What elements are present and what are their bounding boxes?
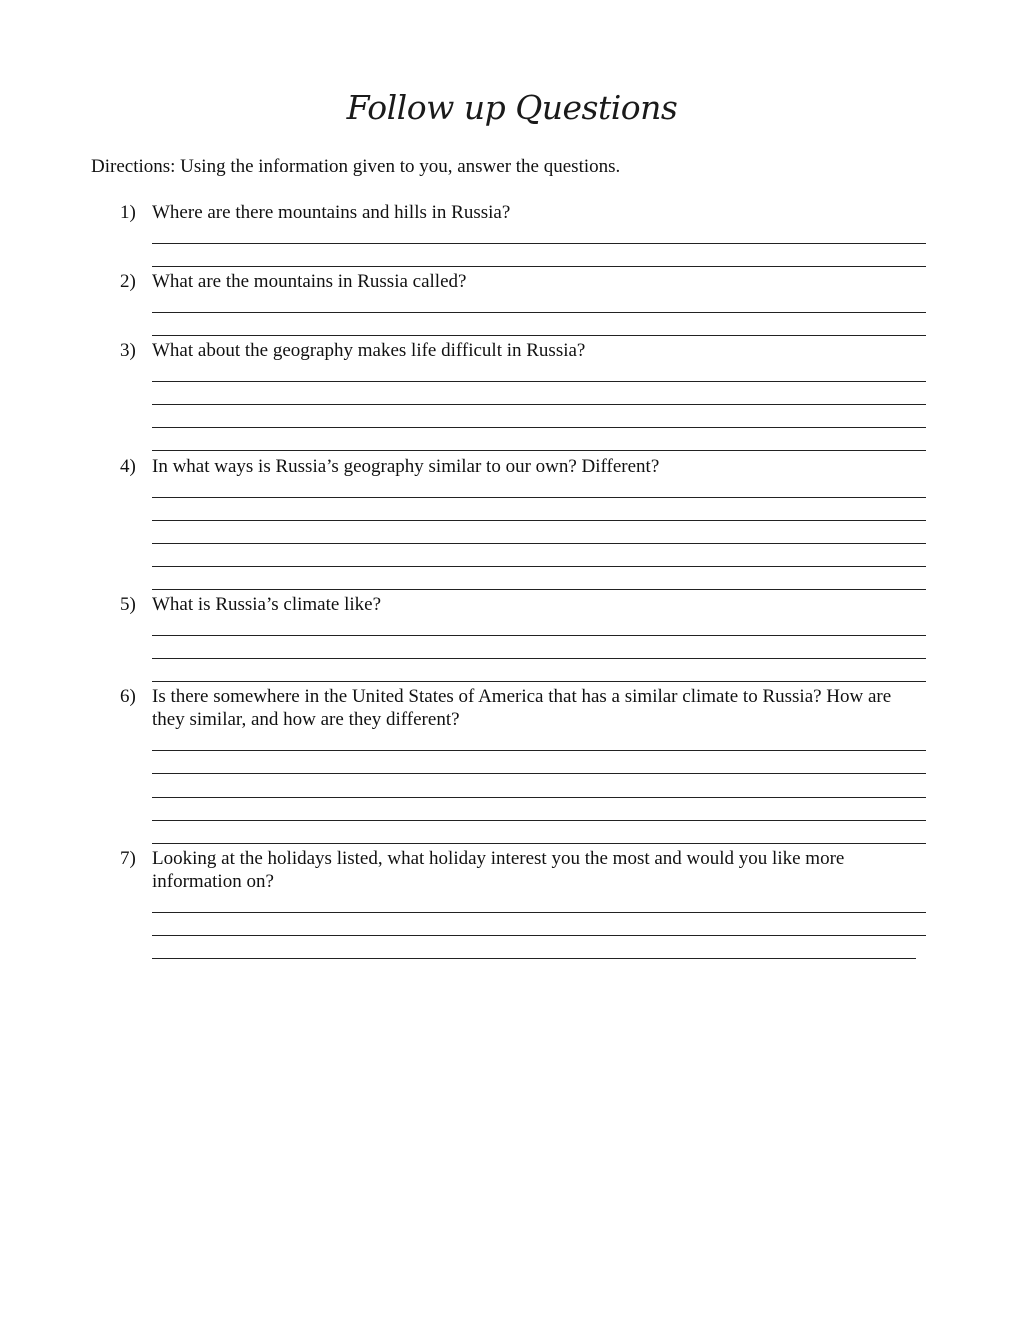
answer-line[interactable] [152, 658, 926, 659]
question-number: 5) [120, 594, 136, 615]
question-text: Where are there mountains and hills in Russia? [152, 202, 511, 223]
answer-line[interactable] [152, 497, 926, 498]
directions-text: Directions: Using the information given to you, answer the questions. [91, 156, 621, 177]
question-text: Looking at the holidays listed, what holiday interest you the most and would you like more information on? [152, 848, 845, 892]
question-text: In what ways is Russia’s geography similar to our own? Different? [152, 456, 660, 477]
answer-line[interactable] [152, 681, 926, 682]
answer-line[interactable] [152, 912, 926, 913]
answer-line[interactable] [152, 543, 926, 544]
answer-line[interactable] [152, 820, 926, 821]
question-number: 6) [120, 686, 136, 707]
question-number: 1) [120, 202, 136, 223]
answer-line[interactable] [152, 243, 926, 244]
question-text: What are the mountains in Russia called? [152, 271, 467, 292]
question-number: 2) [120, 271, 136, 292]
question-number: 4) [120, 456, 136, 477]
answer-line[interactable] [152, 797, 926, 798]
answer-line[interactable] [152, 935, 926, 936]
answer-line[interactable] [152, 266, 926, 267]
answer-line[interactable] [152, 335, 926, 336]
answer-line[interactable] [152, 381, 926, 382]
answer-line[interactable] [152, 843, 926, 844]
question-text: What about the geography makes life difficult in Russia? [152, 340, 586, 361]
question-text: What is Russia’s climate like? [152, 594, 382, 615]
answer-line[interactable] [152, 566, 926, 567]
answer-line[interactable] [152, 427, 926, 428]
answer-line[interactable] [152, 635, 926, 636]
answer-line[interactable] [152, 450, 926, 451]
answer-line[interactable] [152, 589, 926, 590]
answer-line[interactable] [152, 312, 926, 313]
answer-line[interactable] [152, 520, 926, 521]
question-number: 3) [120, 340, 136, 361]
answer-line[interactable] [152, 750, 926, 751]
answer-line[interactable] [152, 773, 926, 774]
answer-line[interactable] [152, 404, 926, 405]
page-title: Follow up Questions [346, 88, 678, 127]
answer-line[interactable] [152, 958, 916, 959]
question-number: 7) [120, 848, 136, 869]
question-text: Is there somewhere in the United States of America that has a similar climate to Russia? How are they similar, and how are they different? [152, 686, 892, 730]
